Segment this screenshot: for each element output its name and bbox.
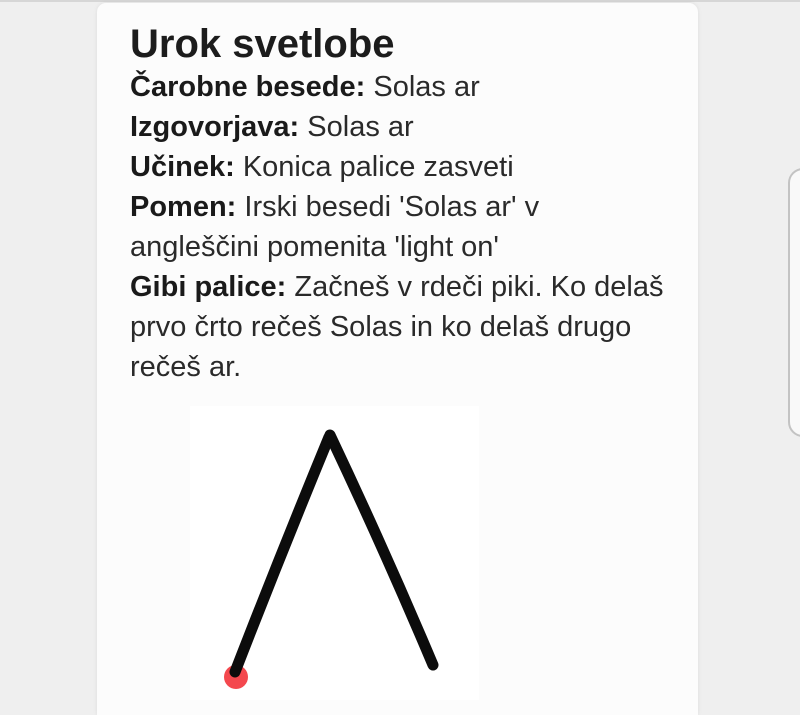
text-line [130, 347, 675, 387]
field-value: Solas ar [365, 71, 480, 103]
text-line [130, 107, 675, 147]
field-value: Začneš v rdeči piki. Ko delaš [286, 271, 664, 303]
text-line [130, 267, 675, 307]
text-line [130, 147, 675, 187]
document-content [130, 21, 675, 387]
caret-drawing [190, 406, 479, 700]
text-line [130, 67, 675, 107]
field-value: Solas ar [299, 111, 414, 143]
text-line [130, 187, 675, 227]
field-label: Izgovorjava: [130, 111, 300, 143]
right-stroke-line [330, 435, 433, 665]
wand-movement-image [190, 406, 479, 700]
field-label: Učinek: [130, 151, 235, 183]
left-stroke-line [235, 437, 329, 672]
field-label: Gibi palice: [130, 271, 287, 303]
field-value: rečeš ar. [130, 351, 242, 383]
page-title: Urok svetlobe [130, 22, 395, 66]
document-page [97, 3, 698, 715]
field-label: Pomen: [130, 191, 237, 223]
field-value: prvo črto rečeš Solas in ko delaš drugo [130, 311, 632, 343]
spell-description [130, 67, 675, 387]
field-value: angleščini pomenita 'light on' [130, 231, 499, 263]
edge-panel-handle[interactable] [788, 168, 800, 437]
field-label: Čarobne besede: [130, 71, 366, 103]
text-line [130, 227, 675, 267]
field-value: Konica palice zasveti [234, 151, 514, 183]
text-line [130, 307, 675, 347]
screen-top-divider [0, 0, 800, 2]
field-value: Irski besedi 'Solas ar' v [236, 191, 540, 223]
